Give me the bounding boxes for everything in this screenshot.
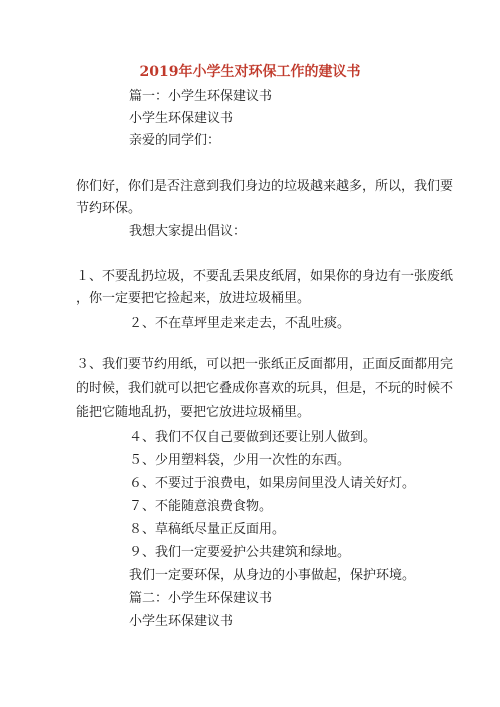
proposal-item-6: ６、不要过于浪费电，如果房间里没人请关好灯。 [129, 476, 416, 491]
letter-heading-2: 小学生环保建议书 [129, 614, 234, 629]
proposal-item-7: ７、不能随意浪费食物。 [129, 499, 273, 514]
section-heading-2: 篇二：小学生环保建议书 [129, 591, 273, 606]
salutation: 亲爱的同学们： [129, 133, 221, 148]
proposal-item-5: ５、少用塑料袋，少用一次性的东西。 [129, 453, 351, 468]
proposal-item-9: ９、我们一定要爱护公共建筑和绿地。 [129, 545, 351, 560]
paragraph-line: 你们好，你们是否注意到我们身边的垃圾越来越多，所以，我们要 [76, 179, 454, 194]
proposal-item-8: ８、草稿纸尽量正反面用。 [129, 522, 286, 537]
paragraph-line: 节约环保。 [76, 201, 142, 216]
proposal-item-4: ４、我们不仅自己要做到还要让别人做到。 [129, 430, 377, 445]
proposal-item-1-cont: ，你一定要把它捡起来，放进垃圾桶里。 [76, 291, 311, 306]
section-heading-1: 篇一：小学生环保建议书 [129, 89, 273, 104]
closing-line: 我们一定要环保，从身边的小事做起，保护环境。 [129, 568, 416, 583]
proposal-item-3-cont: 能把它随地乱扔，要把它放进垃圾桶里。 [76, 405, 311, 420]
proposal-intro: 我想大家提出倡议： [129, 224, 247, 239]
proposal-item-1: １、不要乱扔垃圾，不要乱丢果皮纸屑，如果你的身边有一张废纸 [76, 269, 454, 284]
letter-heading: 小学生环保建议书 [129, 111, 234, 126]
proposal-item-3-cont: 的时候，我们就可以把它叠成你喜欢的玩具，但是，不玩的时候不 [76, 381, 454, 396]
proposal-item-3: ３、我们要节约用纸，可以把一张纸正反面都用，正面反面都用完 [76, 357, 454, 372]
document-title: 2019年小学生对环保工作的建议书 [139, 64, 361, 80]
proposal-item-2: ２、不在草坪里走来走去，不乱吐痰。 [129, 316, 351, 331]
